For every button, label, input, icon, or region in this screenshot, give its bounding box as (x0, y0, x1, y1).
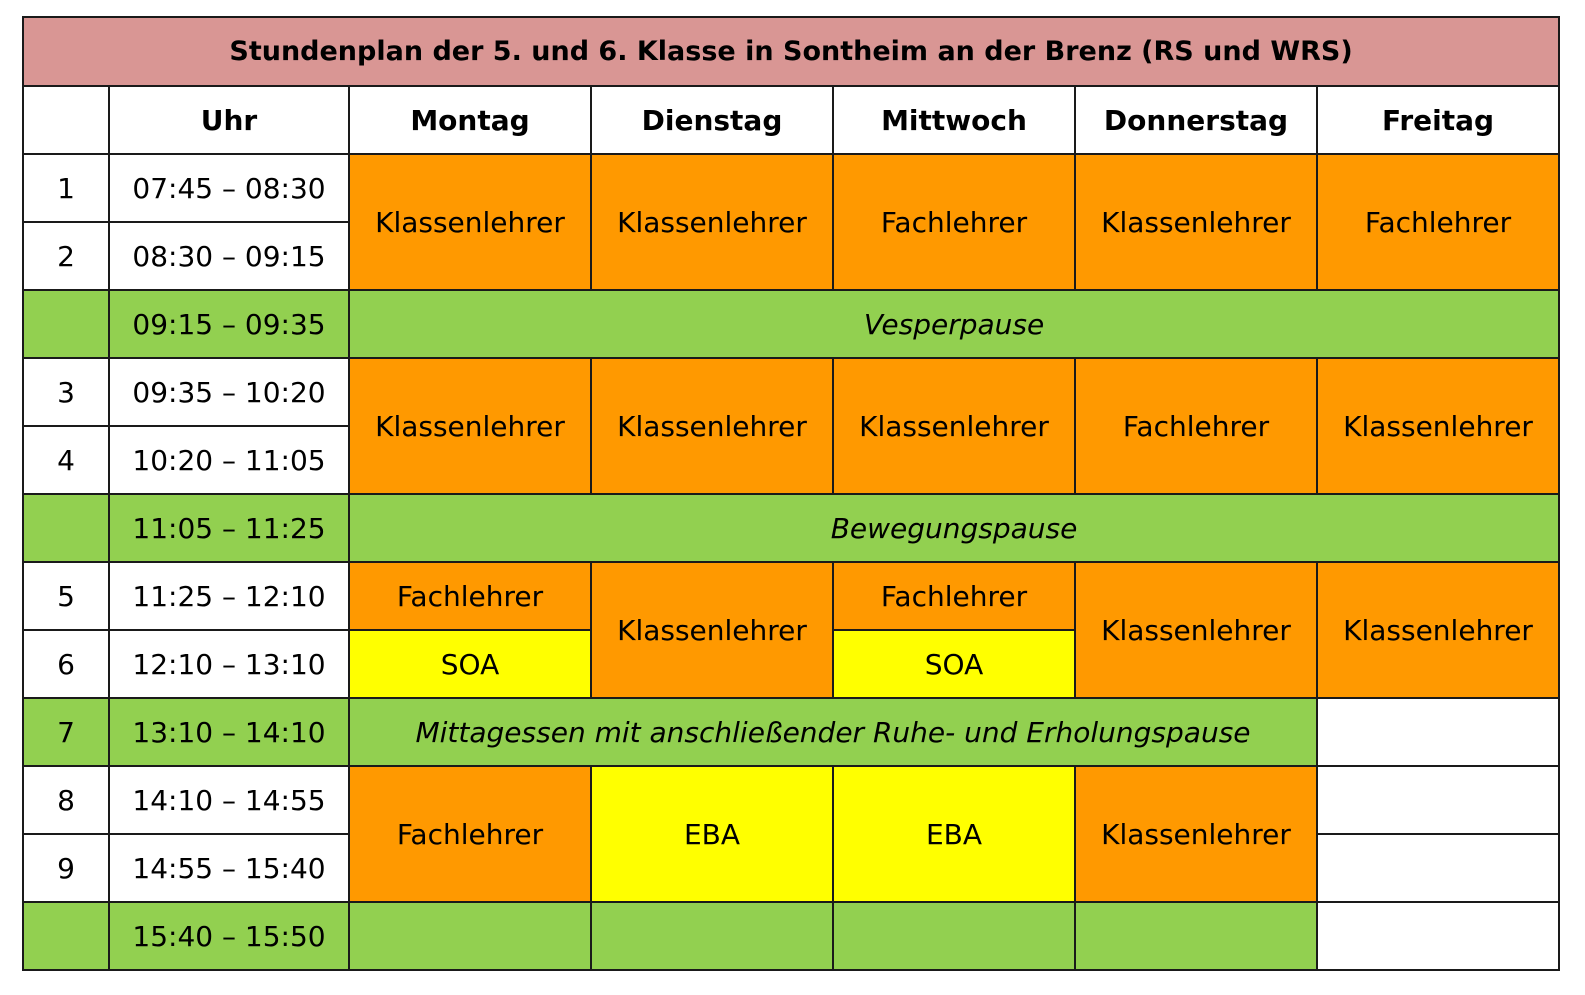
break-cell-bewegungspause: Bewegungspause (349, 494, 1559, 562)
period-number: 8 (23, 766, 109, 834)
schedule-table (22, 16, 1560, 971)
lesson-cell: Fachlehrer (833, 154, 1075, 290)
eba-cell: EBA (591, 766, 833, 902)
lesson-cell: Klassenlehrer (591, 154, 833, 290)
period-time: 08:30 – 09:15 (109, 222, 349, 290)
break-cell (349, 902, 591, 970)
lesson-cell: Fachlehrer (349, 766, 591, 902)
period-number: 4 (23, 426, 109, 494)
header-blank (23, 86, 109, 154)
period-number: 2 (23, 222, 109, 290)
lesson-cell: Fachlehrer (349, 562, 591, 630)
period-number: 6 (23, 630, 109, 698)
lesson-cell: Klassenlehrer (833, 358, 1075, 494)
period-number: 5 (23, 562, 109, 630)
soa-cell: SOA (833, 630, 1075, 698)
lesson-cell: Klassenlehrer (591, 562, 833, 698)
header-day-dienstag: Dienstag (591, 86, 833, 154)
period-number (23, 494, 109, 562)
period-time: 07:45 – 08:30 (109, 154, 349, 222)
empty-cell (1317, 766, 1559, 834)
lesson-cell: Fachlehrer (1317, 154, 1559, 290)
empty-cell (1317, 834, 1559, 902)
period-time: 11:05 – 11:25 (109, 494, 349, 562)
lesson-cell: Klassenlehrer (1075, 562, 1317, 698)
period-time: 13:10 – 14:10 (109, 698, 349, 766)
header-time: Uhr (109, 86, 349, 154)
break-cell (591, 902, 833, 970)
break-cell-vesperpause: Vesperpause (349, 290, 1559, 358)
lesson-cell: Klassenlehrer (349, 154, 591, 290)
lesson-cell: Fachlehrer (1075, 358, 1317, 494)
lesson-cell: Klassenlehrer (349, 358, 591, 494)
lesson-cell: Klassenlehrer (1317, 562, 1559, 698)
header-day-montag: Montag (349, 86, 591, 154)
empty-cell (1317, 698, 1559, 766)
break-cell (833, 902, 1075, 970)
period-time: 11:25 – 12:10 (109, 562, 349, 630)
period-number: 7 (23, 698, 109, 766)
break-cell (1075, 902, 1317, 970)
period-number: 9 (23, 834, 109, 902)
lesson-cell: Klassenlehrer (1317, 358, 1559, 494)
empty-cell (1317, 902, 1559, 970)
period-time: 14:10 – 14:55 (109, 766, 349, 834)
lesson-cell: Fachlehrer (833, 562, 1075, 630)
lesson-cell: Klassenlehrer (1075, 154, 1317, 290)
header-day-mittwoch: Mittwoch (833, 86, 1075, 154)
period-time: 15:40 – 15:50 (109, 902, 349, 970)
lesson-cell: Klassenlehrer (1075, 766, 1317, 902)
soa-cell: SOA (349, 630, 591, 698)
eba-cell: EBA (833, 766, 1075, 902)
period-time: 09:35 – 10:20 (109, 358, 349, 426)
period-time: 09:15 – 09:35 (109, 290, 349, 358)
table-title: Stundenplan der 5. und 6. Klasse in Sontheim an der Brenz (RS und WRS) (23, 17, 1559, 86)
period-time: 12:10 – 13:10 (109, 630, 349, 698)
period-number: 3 (23, 358, 109, 426)
header-day-donnerstag: Donnerstag (1075, 86, 1317, 154)
period-time: 14:55 – 15:40 (109, 834, 349, 902)
period-number (23, 290, 109, 358)
lesson-cell: Klassenlehrer (591, 358, 833, 494)
break-cell-mittagessen: Mittagessen mit anschließender Ruhe- und Erholungspause (349, 698, 1317, 766)
period-time: 10:20 – 11:05 (109, 426, 349, 494)
period-number (23, 902, 109, 970)
period-number: 1 (23, 154, 109, 222)
header-day-freitag: Freitag (1317, 86, 1559, 154)
